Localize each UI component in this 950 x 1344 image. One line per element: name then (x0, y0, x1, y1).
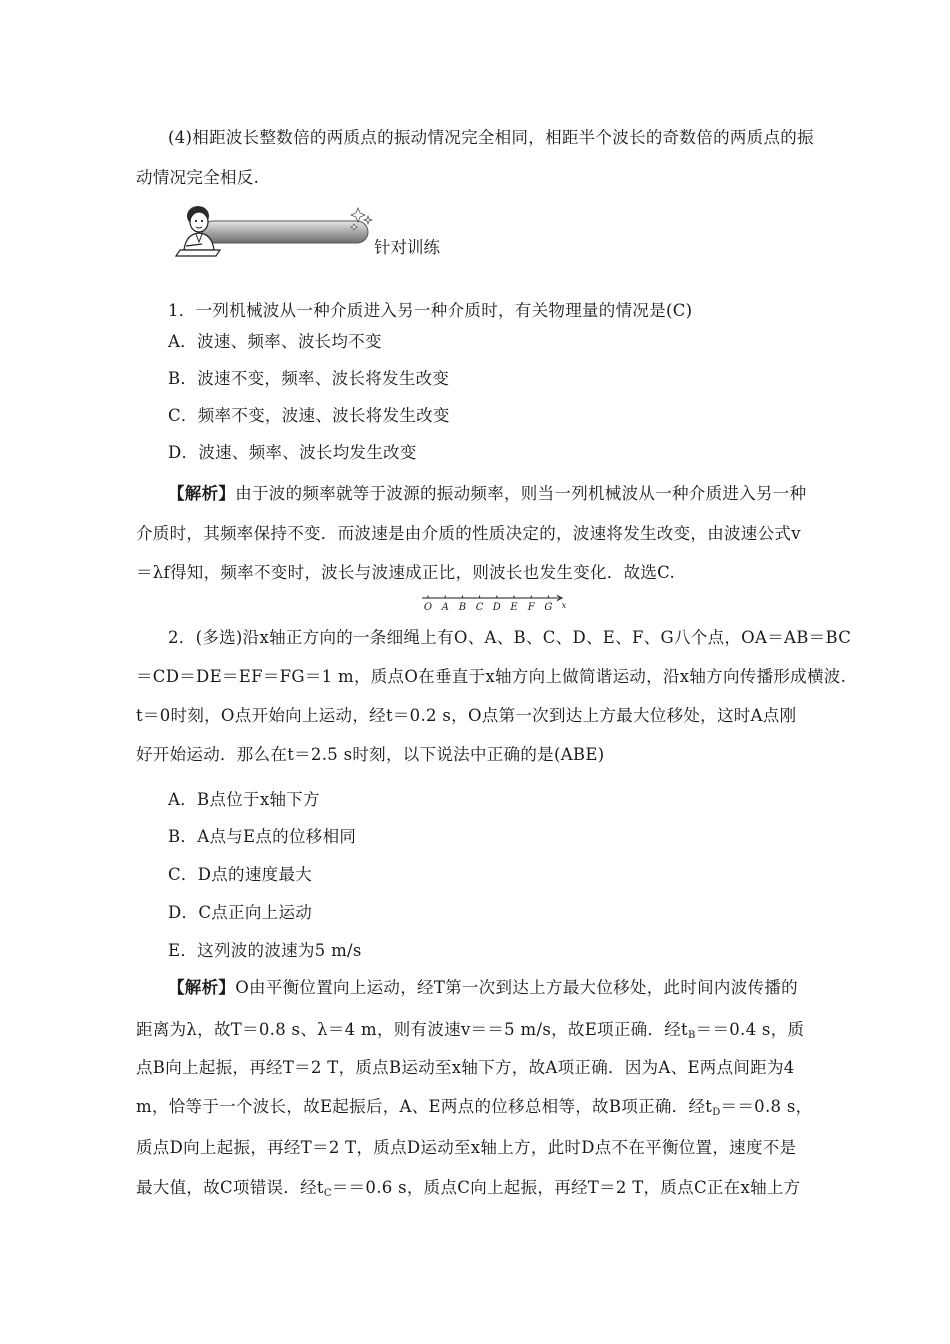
q2-stem-line-2: ＝CD＝DE＝EF＝FG＝1 m，质点O在垂直于x轴方向上做简谐运动，沿x轴方向传播形成横波. (136, 667, 847, 686)
q1-analysis-line-1: 【解析】由于波的频率就等于波源的振动频率，则当一列机械波从一种介质进入另一种 (168, 484, 807, 503)
q2-option-e: E．这列波的波速为5 m/s (168, 941, 362, 960)
q2-stem-line-1: 2．(多选)沿x轴正方向的一条细绳上有O、A、B、C、D、E、F、G八个点，OA＝AB＝BC (168, 628, 852, 647)
q2-analysis-line-4: m，恰等于一个波长，故E起振后，A、E两点的位移总相等，故B项正确．经$t_D==0.8$ s， (136, 1097, 813, 1118)
q1-option-b: B．波速不变，频率、波长将发生改变 (168, 369, 450, 388)
q2-option-b: B．A点与E点的位移相同 (168, 827, 357, 846)
intro-line-2: 动情况完全相反. (136, 168, 260, 187)
q2-analysis-line-5: 质点D向上起振，再经T＝2 T，质点D运动至x轴上方，此时D点不在平衡位置，速度不是 (136, 1138, 797, 1157)
q1-option-d: D．波速、频率、波长均发生改变 (168, 443, 417, 462)
q2-stem-line-3: t＝0时刻，O点开始向上运动，经t＝0.2 s，O点第一次到达上方最大位移处，这时A点刚 (136, 706, 797, 725)
q1-analysis-line-3: ＝λf得知，频率不变时，波长与波速成正比，则波长也发生变化．故选C. (136, 563, 676, 582)
q2-option-d: D．C点正向上运动 (168, 903, 313, 922)
q1-stem: 1．一列机械波从一种介质进入另一种介质时，有关物理量的情况是(C) (168, 301, 693, 320)
q2-analysis-line-1: 【解析】O由平衡位置向上运动，经T第一次到达上方最大位移处，此时间内波传播的 (168, 978, 798, 997)
axis-point-f: F (527, 602, 535, 613)
axis-point-d: D (492, 602, 501, 613)
q2-option-c: C．D点的速度最大 (168, 865, 313, 884)
axis-point-o: O (423, 602, 433, 613)
q1-option-a: A．波速、频率、波长均不变 (168, 332, 382, 351)
section-heading: 针对训练 (374, 238, 440, 257)
q2-analysis-line-3: 点B向上起振，再经T＝2 T，质点B运动至x轴下方，故A项正确．因为A、E两点间距为4 (136, 1058, 795, 1077)
q2-option-a: A．B点位于x轴下方 (168, 790, 320, 809)
axis-point-g: G (544, 602, 553, 613)
intro-line-1: (4)相距波长整数倍的两质点的振动情况完全相同，相距半个波长的奇数倍的两质点的振 (168, 128, 814, 147)
axis-label-x: x (561, 601, 567, 610)
axis-point-e: E (510, 602, 518, 613)
axis-point-b: B (458, 602, 467, 613)
axis-point-c: C (475, 602, 484, 613)
axis-point-a: A (441, 602, 449, 613)
q1-analysis-line-2: 介质时，其频率保持不变．而波速是由介质的性质决定的，波速将发生改变，由波速公式v (136, 524, 801, 543)
q1-option-c: C．频率不变，波速、波长将发生改变 (168, 406, 450, 425)
q2-stem-line-4: 好开始运动．那么在t＝2.5 s时刻，以下说法中正确的是(ABE) (136, 745, 605, 764)
number-line-diagram (420, 594, 570, 616)
q2-analysis-line-6: 最大值，故C项错误．经$t_C==0.6$ s，质点C向上起振，再经T＝2 T，质点C正在x轴上方 (136, 1178, 801, 1199)
teacher-at-desk-icon (172, 200, 512, 270)
analysis-tag: 【解析】 (168, 978, 236, 997)
analysis-tag: 【解析】 (168, 484, 236, 503)
q2-analysis-line-2: 距离为λ，故T＝0.8 s、λ＝4 m，则有波速v＝＝5 m/s，故E项正确．经$t_B==0.4$ s，质 (136, 1020, 805, 1041)
